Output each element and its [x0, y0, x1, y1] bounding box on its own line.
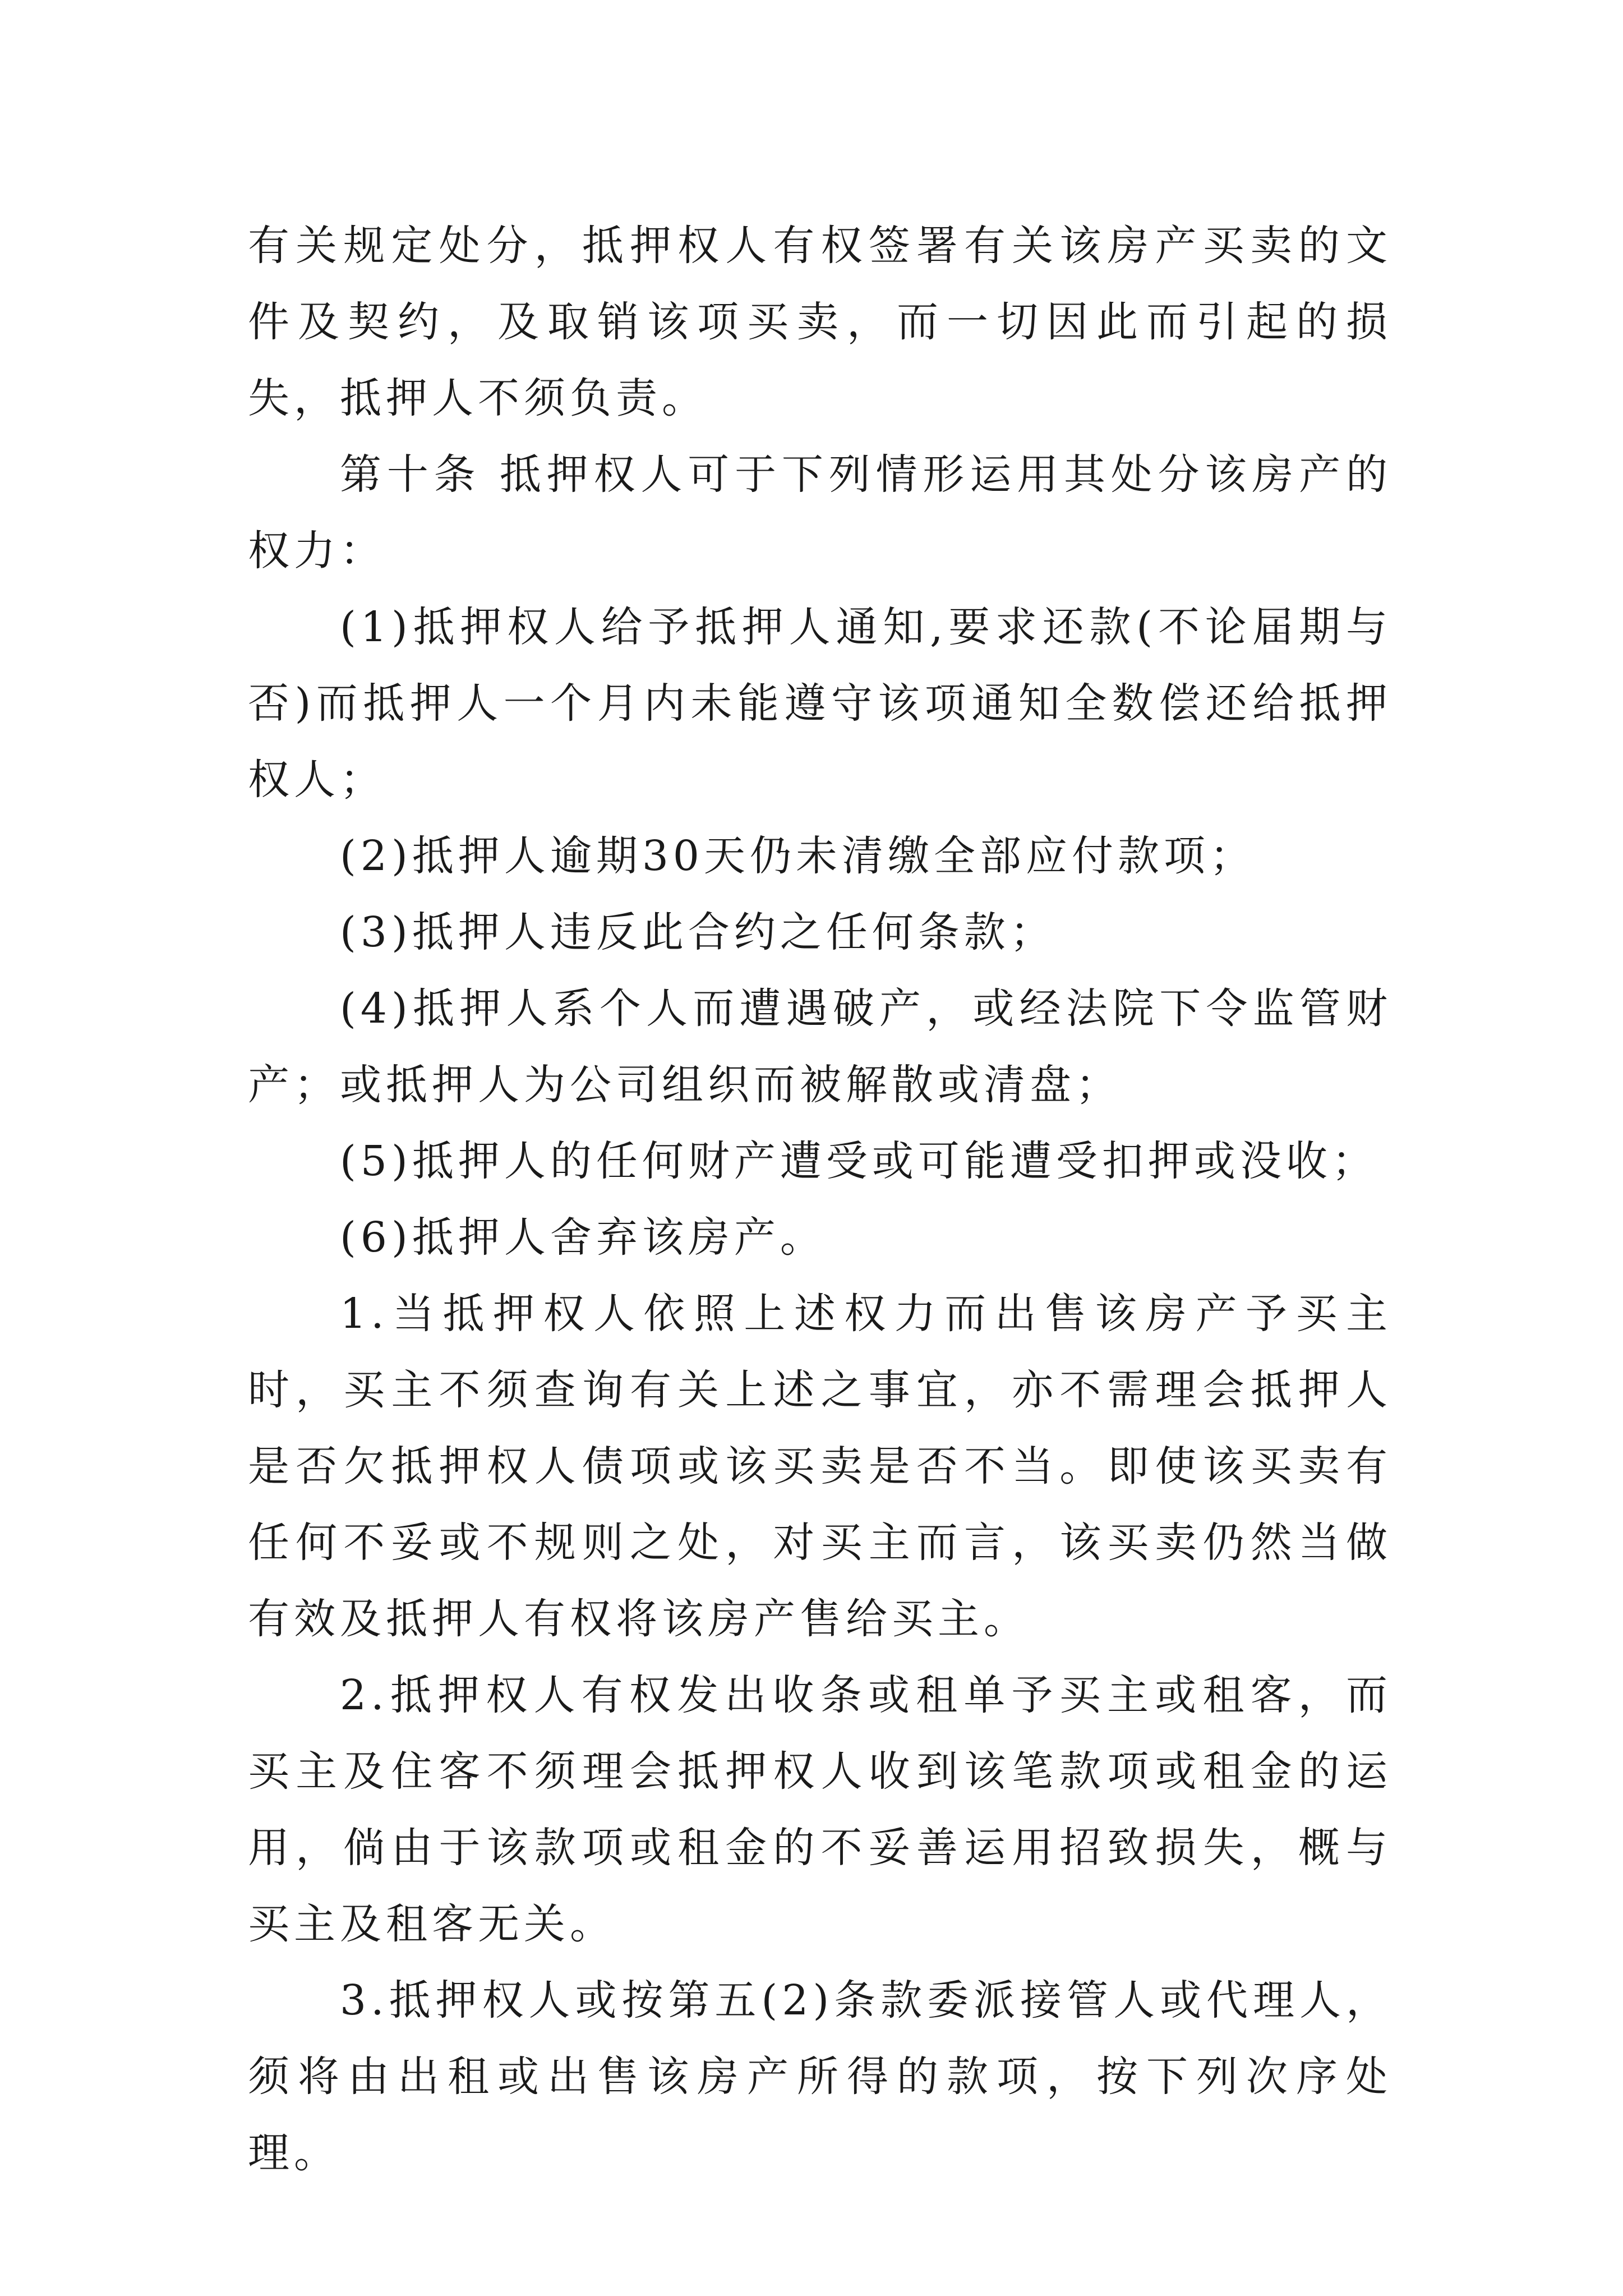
paragraph-item-2: (2)抵押人逾期30天仍未清缴全部应付款项；: [340, 832, 1256, 880]
paragraph-clause-1: 1.当抵押权人依照上述权力而出售该房产予买主时，买主不须查询有关上述之事宜，亦不需理会抵押人是否欠抵押权人债项或该买卖是否不当。即使该买卖有任何不妥或不规则之处，对买主而言，该买卖仍然当做有效及抵押人有权将该房产售给买主。: [248, 1290, 1392, 1643]
paragraph-item-3: (3)抵押人违反此合约之任何条款；: [340, 908, 1056, 956]
paragraph-item-4: (4)抵押人系个人而遭遇破产，或经法院下令监管财产；或抵押人为公司组织而被解散或清盘；: [248, 984, 1392, 1109]
paragraph-clause-2: 2.抵押权人有权发出收条或租单予买主或租客，而买主及住客不须理会抵押权人收到该笔款项或租金的运用，倘由于该款项或租金的不妥善运用招致损失，概与买主及租客无关。: [248, 1671, 1392, 1948]
paragraph-item-6: (6)抵押人舍弃该房产。: [340, 1213, 826, 1262]
document-body: [248, 208, 1392, 2191]
paragraph-item-1: (1)抵押权人给予抵押人通知,要求还款(不论届期与否)而抵押人一个月内未能遵守该项通知全数偿还给抵押权人；: [248, 603, 1392, 804]
paragraph-clause-3: 3.抵押权人或按第五(2)条款委派接管人或代理人，须将由出租或出售该房产所得的款项，按下列次序处理。: [248, 1976, 1392, 2177]
paragraph-continuation: 有关规定处分，抵押权人有权签署有关该房产买卖的文件及契约，及取销该项买卖，而一切因此而引起的损失，抵押人不须负责。: [248, 222, 1392, 422]
paragraph-item-5: (5)抵押人的任何财产遭受或可能遭受扣押或没收；: [340, 1137, 1378, 1185]
paragraph-article-ten: 第十条 抵押权人可于下列情形运用其处分该房产的权力：: [248, 450, 1392, 575]
